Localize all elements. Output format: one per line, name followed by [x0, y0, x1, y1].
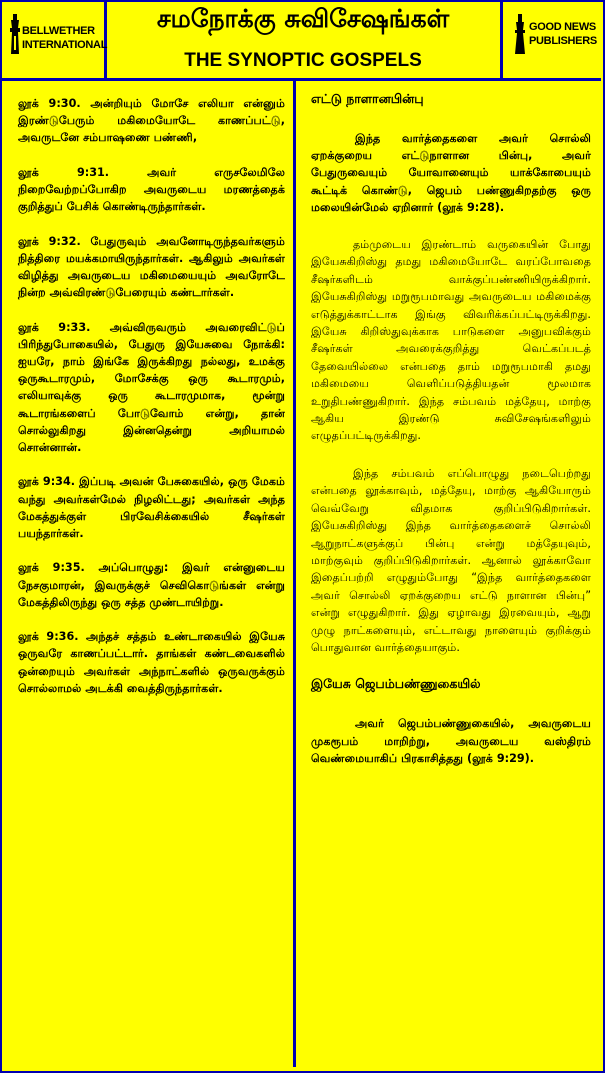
- page-title-tamil: சமநோக்கு சுவிசேஷங்கள்: [156, 4, 450, 33]
- verse-luke-9-34: லூக் 9:34. இப்படி அவன் பேசுகையில், ஒரு மேகம் வந்து அவர்கள்மேல் நிழலிட்டது; அவர்கள் அந்த மேகத்துக்குள் பிரவேசிக்கையில் சீஷர்கள் பயந்தார்கள்.: [18, 475, 285, 541]
- good-news-logo: [500, 0, 601, 78]
- tower-icon: [513, 14, 527, 54]
- right-column: [299, 81, 601, 1067]
- verse-luke-9-33: லூக் 9:33. அவ்விருவரும் அவரைவிட்டுப் பிரிந்துபோகையில், பேதுரு இயேசுவை நோக்கி: ஐயரே, நாம் இங்கே இருக்கிறது நல்லது, உமக்கு ஒருகூடாரமும், மோசேக்கு ஒரு கூடாரமும், எலியாவுக்கு ஒரு கூடாரமுமாக, மூன்று கூடாரங்களைப் போடுவோம் என்று, தான் சொல்லுகிறது இன்னதென்று அறியாமல் சொன்னான்.: [18, 320, 285, 455]
- commentary-paragraph-2: இந்த சம்பவம் எப்பொழுது நடைபெற்றது என்பதை லூக்காவும், மத்தேயு, மாற்கு ஆகியோரும் வெவ்வேறு விதமாக குறிப்பிடுகிறார்கள். இயேசுகிறிஸ்து இந்த வார்த்தைகளைச் சொல்லி ஆறுநாட்களுக்குப் பின்பு என்று மத்தேயுவும், மாற்குவும் குறிப்பிடுகிறார்கள். ஆனால் லூக்காவோ இதைப்பற்றி எழுதும்போது “இந்த வார்த்தைகளை அவர் சொல்லி ஏறக்குறைய எட்டு நாளான பின்பு” என்று எழுதுகிறார். இது ஏழாவது இரவையும், ஆறு முழு நாட்களையும், எட்டாவது நாளையும் குறிக்கும் பொதுவான வார்த்தையாகும்.: [311, 466, 591, 654]
- bellwether-logo: [0, 0, 107, 78]
- verse-luke-9-32: லூக் 9:32. பேதுருவும் அவனோடிருந்தவர்களும் நித்திரை மயக்கமாயிருந்தார்கள். ஆகிலும் அவர்கள் விழித்து அவருடைய மகிமையையும் அவரோடே நின்ற அவ்விரண்டுபேரையும் கண்டார்கள்.: [18, 234, 285, 300]
- commentary-paragraph-1: தம்முடைய இரண்டாம் வருகையின் போது இயேசுகிறிஸ்து தமது மகிமையோடே வரப்போவதை சீஷர்களிடம் வாக்குப்பண்ணியிருக்கிறார். இயேசுகிறிஸ்து மறுரூபமாவது அவருடைய மகிமைக்கு எடுத்துக்காட்டாக இங்கு விவரிக்கப்பட்டிருக்கிறது. இயேசு கிறிஸ்துவுக்காக பாடுகளை அனுபவிக்கும் சீஷர்கள் அவரைக்குறித்து வெட்கப்படத் தேவையில்லை என்பதை தாம் மறுரூபமாகி தமது மகிமையை வெளிப்படுத்தியதன் மூலமாக உறுதிபண்ணுகிறார். இந்த சம்பவம் மத்தேயு, மாற்கு ஆகிய இரண்டு சுவிசேஷங்களிலும் எழுதப்பட்டிருக்கிறது.: [311, 238, 591, 443]
- bell-tower-icon: [8, 14, 22, 54]
- verse-luke-9-31: லூக் 9:31. அவர் எருசலேமிலே நிறைவேற்றப்போகிற அவருடைய மரணத்தைக் குறித்துப் பேசிக் கொண்டிருந்தார்கள்.: [18, 165, 285, 214]
- scripture-quote-luke-9-29: அவர் ஜெபம்பண்ணுகையில், அவருடைய முகரூபம் மாறிற்று, அவருடைய வஸ்திரம் வெண்மையாகிப் பிரகாசித்தது (லூக் 9:29).: [311, 717, 591, 765]
- scripture-quote-luke-9-28: இந்த வார்த்தைகளை அவர் சொல்லி ஏறக்குறைய எட்டுநாளான பின்பு, அவர் பேதுருவையும் யோவானையும் யாக்கோபையும் கூட்டிக் கொண்டு, ஜெபம் பண்ணுகிறதற்கு ஒரு மலையின்மேல் ஏறினார் (லூக் 9:28).: [311, 132, 591, 214]
- right-logo-text: GOOD NEWS PUBLISHERS: [529, 21, 597, 47]
- section-heading-praying: இயேசு ஜெபம்பண்ணுகையில்: [311, 676, 481, 692]
- verse-luke-9-36: லூக் 9:36. அந்தச் சத்தம் உண்டாகையில் இயேசு ஒருவரே காணப்பட்டார். தாங்கள் கண்டவைகளில் ஒன்றையும் அவர்கள் அந்நாட்களில் ஒருவருக்கும் சொல்லாமல் அடக்கி வைத்திருந்தார்கள்.: [18, 630, 285, 695]
- verse-luke-9-35: லூக் 9:35. அப்பொழுது: இவர் என்னுடைய நேசகுமாரன், இவருக்குச் செவிகொடுங்கள் என்று மேகத்திலிருந்து ஒரு சத்த முண்டாயிற்று.: [18, 561, 285, 609]
- page-title-english: THE SYNOPTIC GOSPELS: [184, 50, 422, 71]
- left-logo-text: BELLWETHER INTERNATIONAL: [22, 25, 108, 51]
- left-column: [2, 81, 296, 1067]
- verse-luke-9-30: லூக் 9:30. அன்றியும் மோசே எலியா என்னும் இரண்டுபேரும் மகிமையோடே காணப்பட்டு, அவருடனே சம்பாஷணை பண்ணி,: [18, 97, 285, 145]
- section-heading-eight-days: எட்டு நாளானபின்பு: [311, 91, 424, 106]
- header: [0, 0, 601, 81]
